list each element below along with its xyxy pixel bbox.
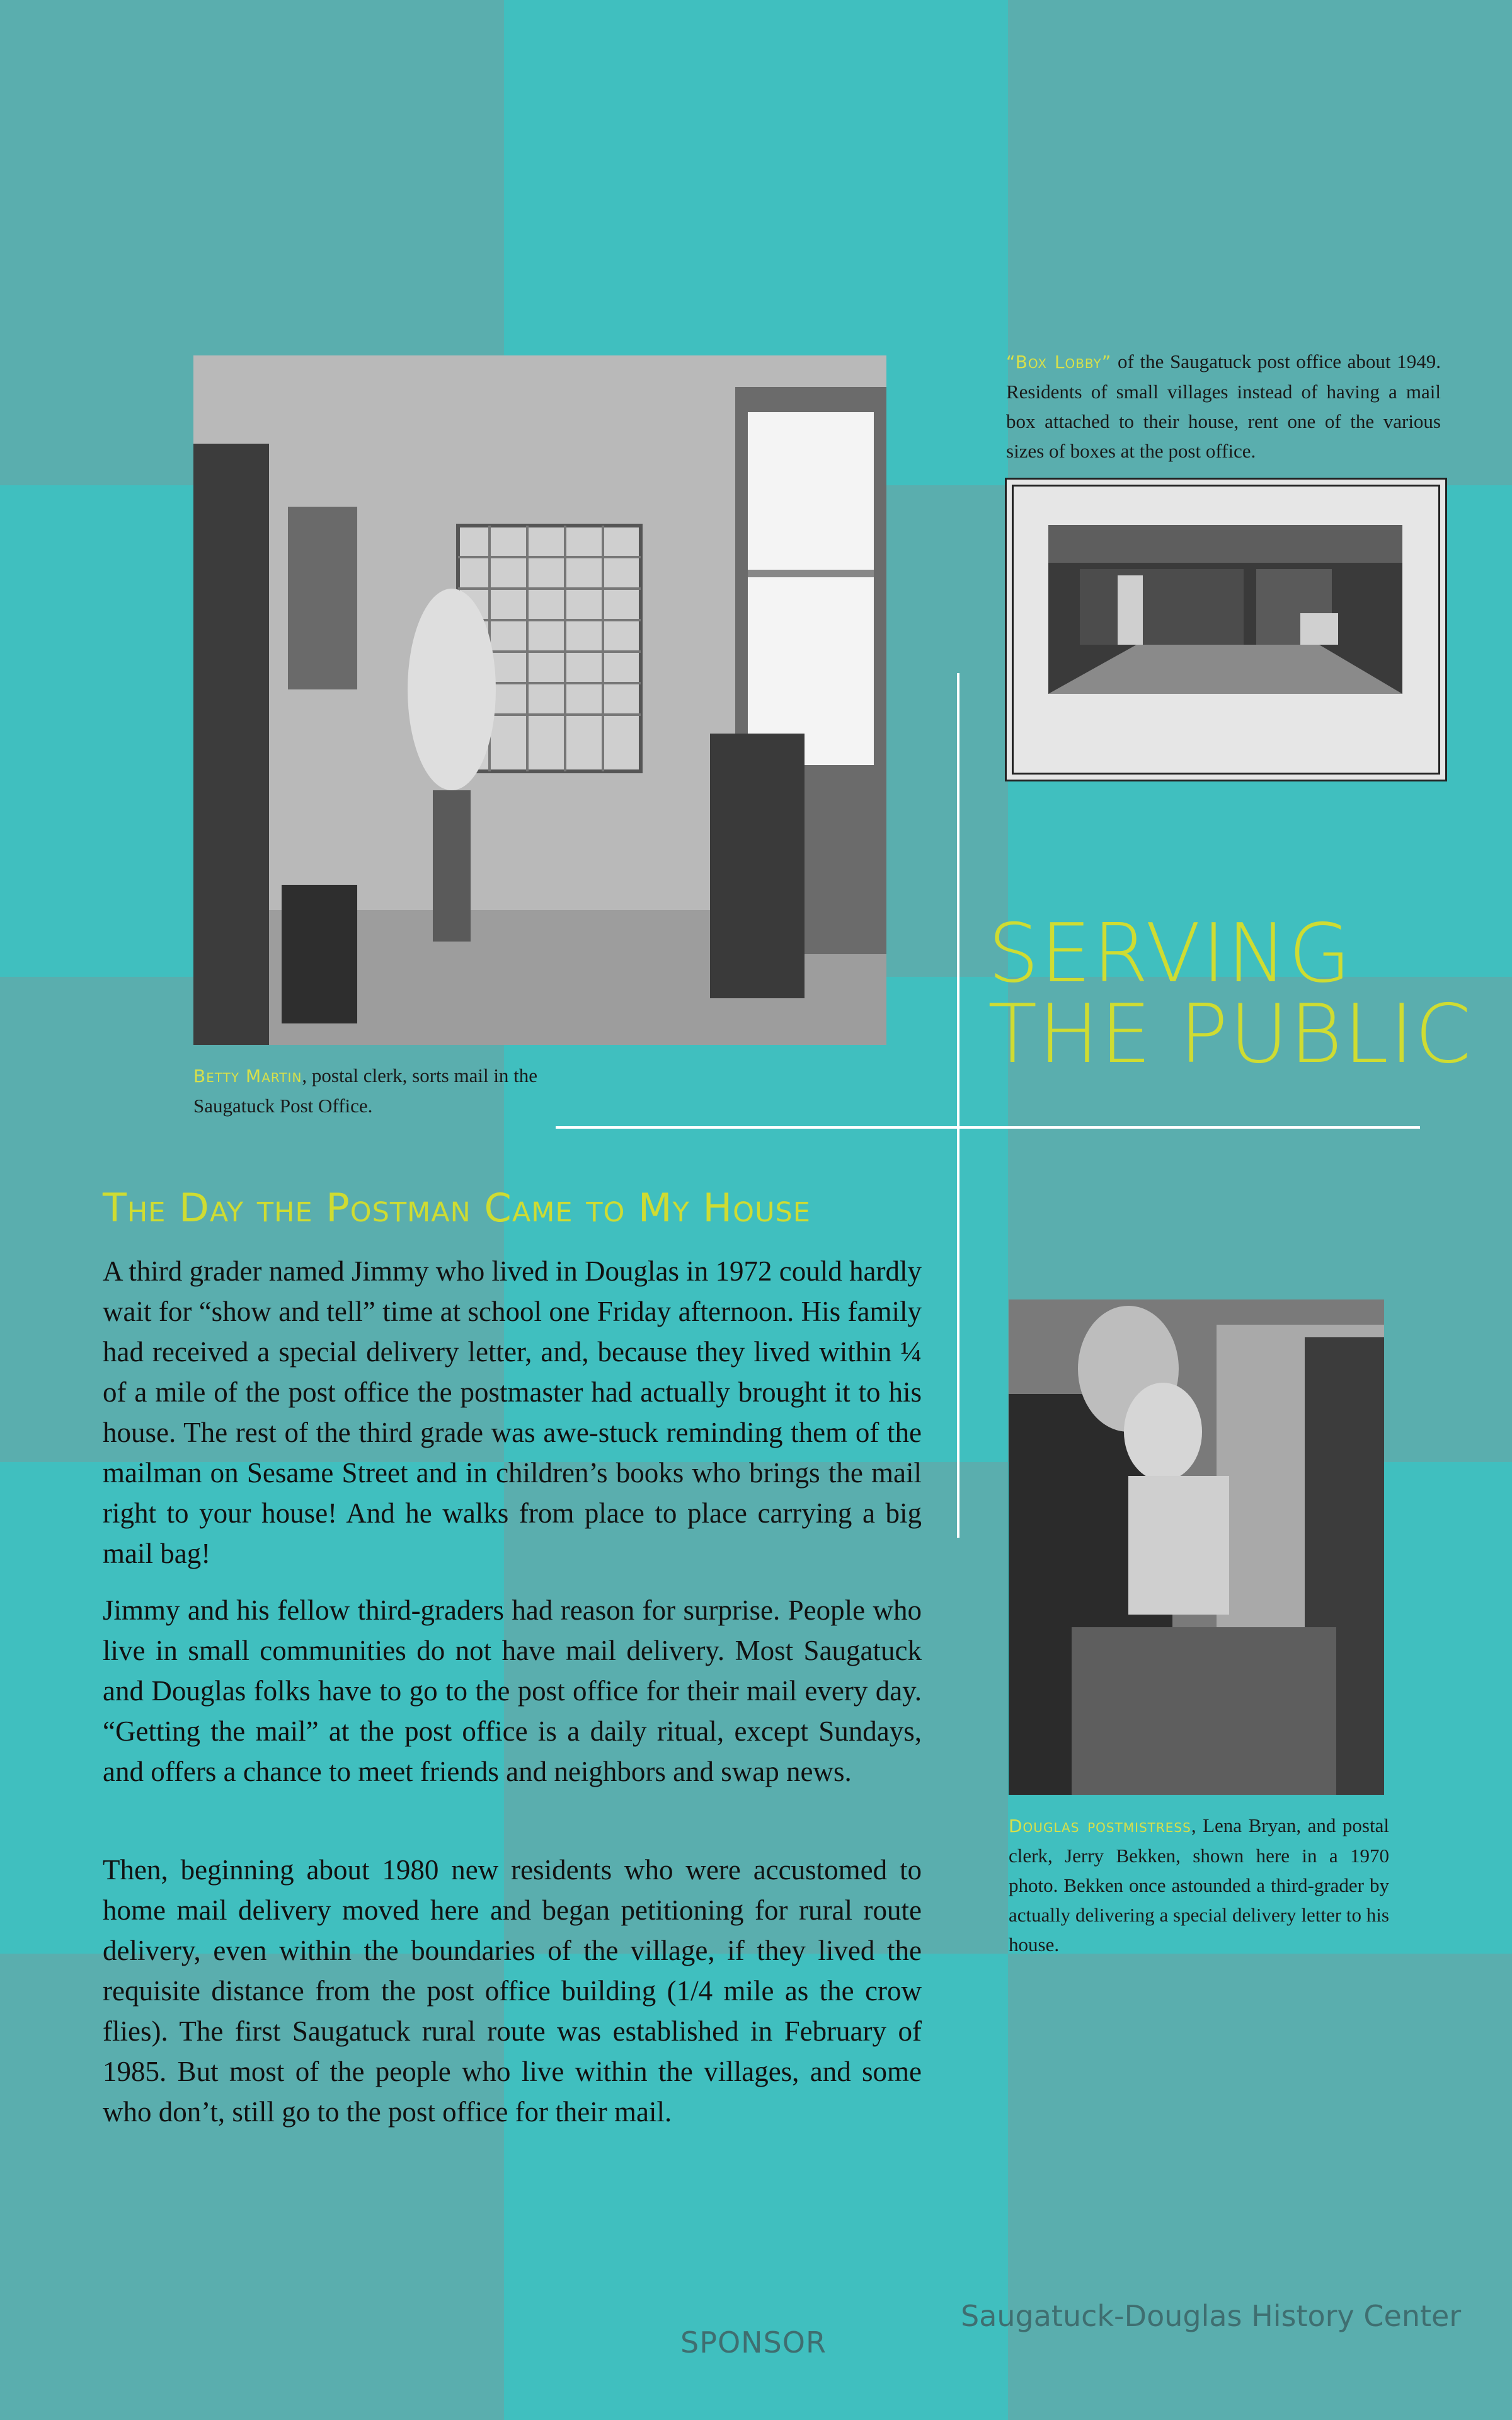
photo-box-lobby-frame bbox=[1005, 478, 1447, 781]
article-paragraph-3: Then, beginning about 1980 new residents who were accustomed to home mail delivery moved here and began petitioning for rural route delivery, even within the boundaries of the village, if they lived the requisite distance from the post office building (1/4 mile as the crow flies). The first Saugatuck rural route was established in February of 1985. But most of the people who live within the villages, and some who don’t, still go to the post office for their mail. bbox=[103, 1854, 922, 2128]
caption-betty-martin-text: , postal clerk, sorts mail in the Saugatuck Post Office. bbox=[193, 1064, 538, 1117]
caption-box-lobby-highlight: “Box Lobby” bbox=[1006, 352, 1112, 372]
caption-box-lobby-text: of the Saugatuck post office about 1949. Residents of small villages instead of having a mail box attached to their house, rent one of the various sizes of boxes at the post office. bbox=[1006, 350, 1441, 462]
horizontal-rule bbox=[556, 1126, 1420, 1129]
organization-name: Saugatuck-Douglas History Center bbox=[961, 2299, 1462, 2333]
vertical-rule bbox=[957, 673, 959, 1538]
article-paragraph-1: A third grader named Jimmy who lived in Douglas in 1972 could hardly wait for “show and tell” time at school one Friday afternoon. His family had received a special delivery letter, and, because they lived within ¼ of a mile of the post office the postmaster had actually brought it to his house. The rest of the third grade was awe-stuck reminding them of the mailman on Sesame Street and in children’s books who brings the mail right to your house! And he walks from place to place carrying a big mail bag! bbox=[103, 1255, 922, 1569]
photo-betty-martin bbox=[193, 355, 886, 1045]
photo-box-lobby bbox=[1048, 525, 1402, 694]
page-title: SERVING THE PUBLIC bbox=[988, 907, 1473, 1081]
caption-betty-martin-highlight: Betty Martin bbox=[193, 1066, 302, 1086]
caption-douglas-text: , Lena Bryan, and postal clerk, Jerry Bekken, shown here in a 1970 photo. Bekken once astounded a third-grader by actually delivering a special delivery letter to his house. bbox=[1009, 1814, 1389, 1956]
caption-douglas bbox=[1009, 1811, 1389, 1959]
caption-betty-martin bbox=[193, 1061, 540, 1121]
caption-douglas-highlight: Douglas postmistress bbox=[1009, 1816, 1191, 1836]
sponsor-label: SPONSOR bbox=[680, 2325, 827, 2360]
article-heading: The Day the Postman Came to My House bbox=[103, 1185, 811, 1231]
photo-douglas bbox=[1009, 1299, 1384, 1795]
article-paragraph-2: Jimmy and his fellow third-graders had reason for surprise. People who live in small communities do not have mail delivery. Most Saugatuck and Douglas folks have to go to the post office for their mail every day. “Getting the mail” at the post office is a daily ritual, except Sundays, and offers a chance to meet friends and neighbors and swap news. bbox=[103, 1594, 922, 1787]
caption-box-lobby bbox=[1006, 347, 1441, 466]
